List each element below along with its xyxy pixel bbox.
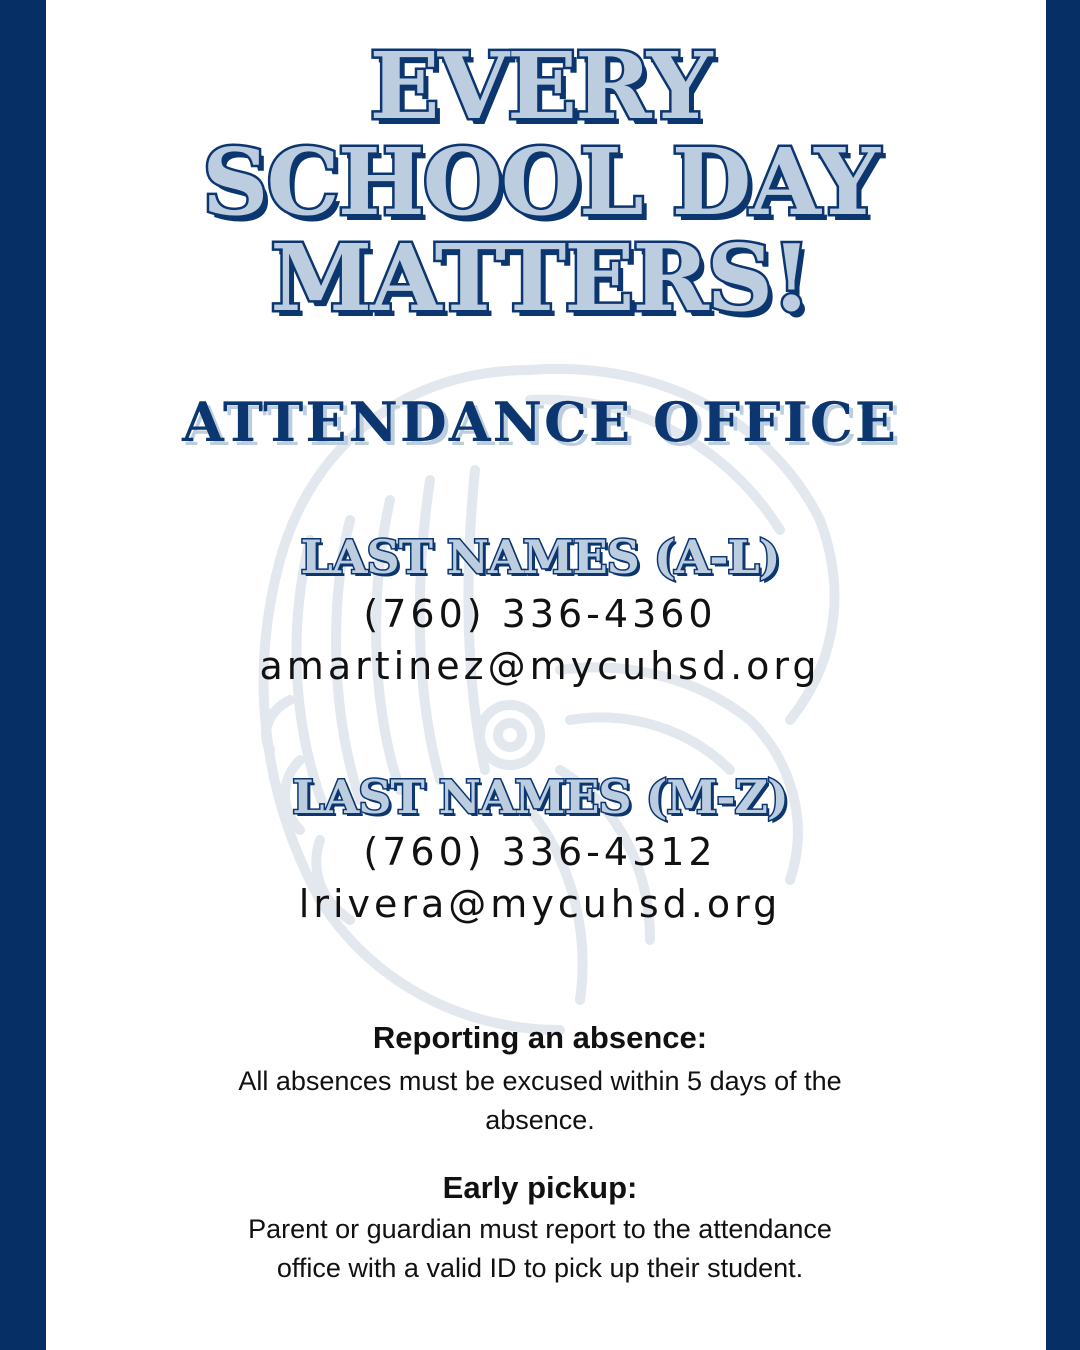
headline-line-3: MATTERS! xyxy=(270,224,810,332)
pickup-text: Parent or guardian must report to the attendance office with a valid ID to pick up their student. xyxy=(248,1214,832,1283)
phone-m-z[interactable]: (760) 336-4312 xyxy=(363,830,717,874)
headline-line-2: SCHOOL DAY xyxy=(202,128,878,236)
phone-a-l[interactable]: (760) 336-4360 xyxy=(363,592,717,636)
reporting-title: Reporting an absence: xyxy=(372,1020,708,1055)
reporting-text: All absences must be excused within 5 days of the absence. xyxy=(238,1066,842,1135)
email-m-z[interactable]: lrivera@mycuhsd.org xyxy=(298,882,782,926)
email-a-l[interactable]: amartinez@mycuhsd.org xyxy=(259,644,821,688)
group-heading-m-z: LAST NAMES (M-Z) xyxy=(292,770,788,824)
office-title: ATTENDANCE OFFICE xyxy=(181,390,899,454)
headline-line-1: EVERY xyxy=(369,32,711,140)
pickup-title: Early pickup: xyxy=(442,1170,638,1205)
group-heading-a-l: LAST NAMES (A-L) xyxy=(300,530,780,584)
